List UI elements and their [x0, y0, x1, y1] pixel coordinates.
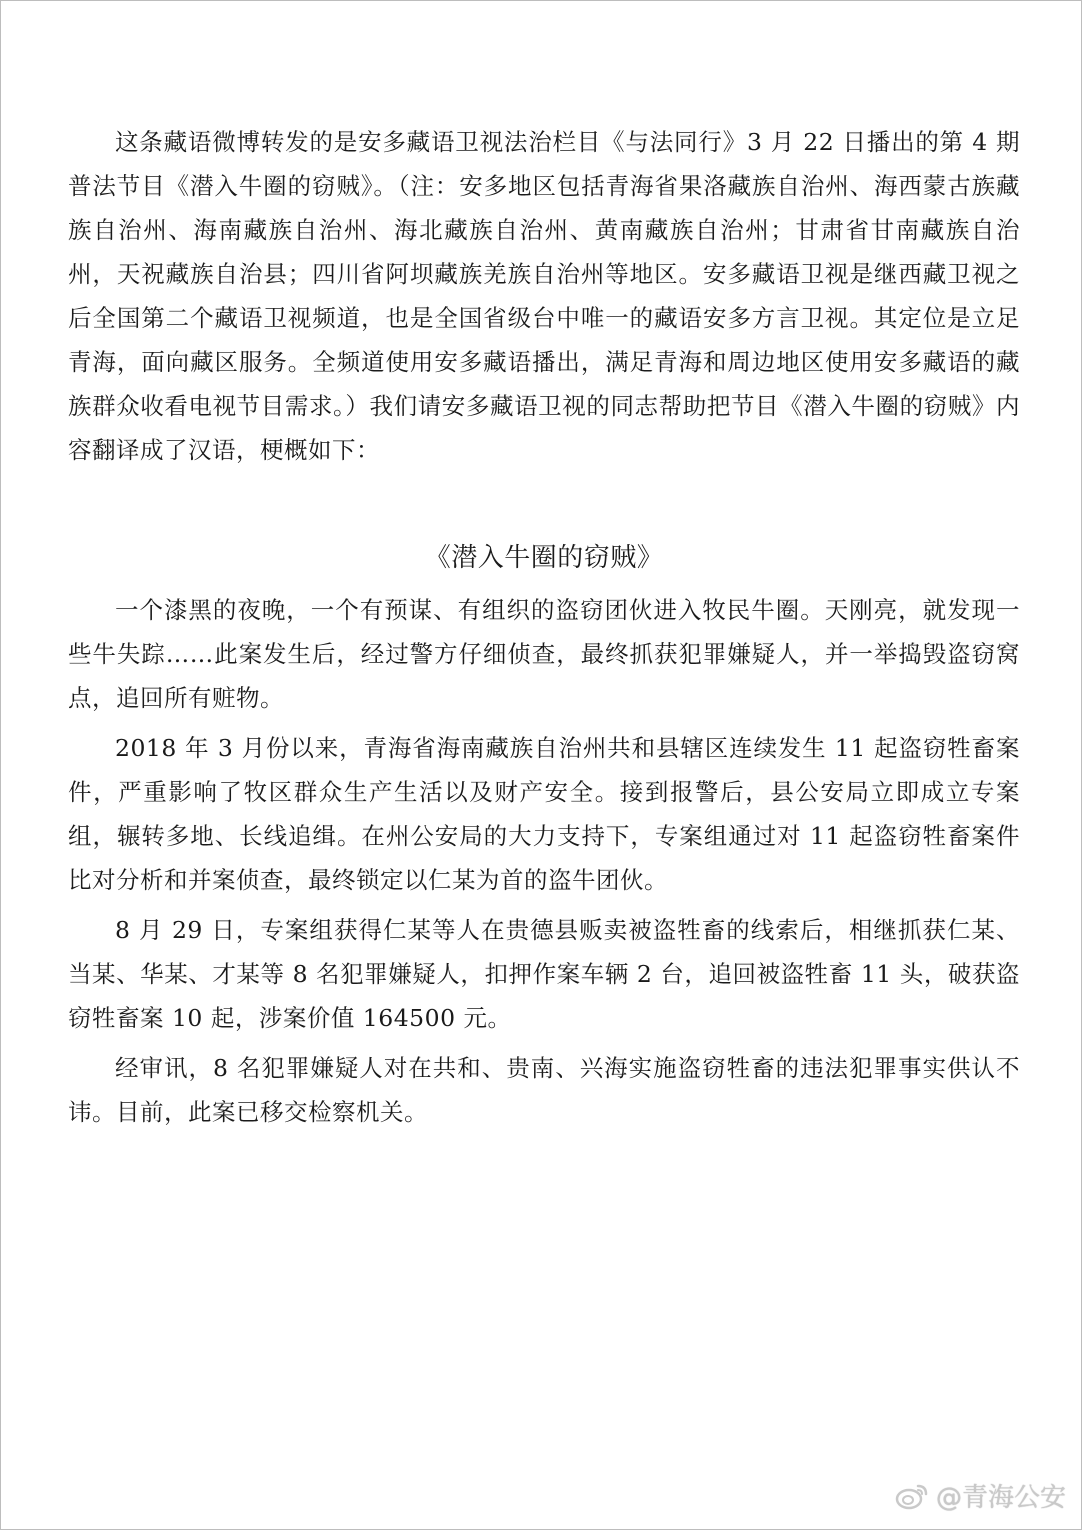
body-paragraph-4: 经审讯，8 名犯罪嫌疑人对在共和、贵南、兴海实施盗窃牲畜的违法犯罪事实供认不讳。目前，此案已移交检察机关。	[68, 1054, 1020, 1126]
document-body	[68, 120, 1020, 1134]
body-paragraph-2: 2018 年 3 月份以来，青海省海南藏族自治州共和县辖区连续发生 11 起盗窃牲畜案件，严重影响了牧区群众生产生活以及财产安全。接到报警后，县公安局立即成立专案组，辗转多地、长线追缉。在州公安局的大力支持下，专案组通过对 11 起盗窃牲畜案件比对分析和并案侦查，最终锁定以仁某为首的盗牛团伙。	[68, 734, 1020, 894]
weibo-watermark	[894, 1477, 1066, 1514]
weibo-logo-icon	[894, 1482, 930, 1510]
watermark-text: @青海公安	[935, 1483, 1066, 1513]
body-paragraph-1: 一个漆黑的夜晚，一个有预谋、有组织的盗窃团伙进入牧民牛圈。天刚亮，就发现一些牛失踪……此案发生后，经过警方仔细侦查，最终抓获犯罪嫌疑人，并一举捣毁盗窃窝点，追回所有赃物。	[68, 596, 1020, 712]
article-title: 《潜入牛圈的窃贼》	[424, 543, 664, 573]
body-paragraph-3: 8 月 29 日，专案组获得仁某等人在贵德县贩卖被盗牲畜的线索后，相继抓获仁某、当某、华某、才某等 8 名犯罪嫌疑人，扣押作案车辆 2 台，追回被盗牲畜 11 头，破获盗窃牲畜案 10 起，涉案价值 164500 元。	[68, 916, 1020, 1032]
intro-paragraph: 这条藏语微博转发的是安多藏语卫视法治栏目《与法同行》3 月 22 日播出的第 4 期普法节目《潜入牛圈的窃贼》。（注：安多地区包括青海省果洛藏族自治州、海西蒙古族藏族自治州、海南藏族自治州、海北藏族自治州、黄南藏族自治州；甘肃省甘南藏族自治州，天祝藏族自治县；四川省阿坝藏族羌族自治州等地区。安多藏语卫视是继西藏卫视之后全国第二个藏语卫视频道，也是全国省级台中唯一的藏语安多方言卫视。其定位是立足青海，面向藏区服务。全频道使用安多藏语播出，满足青海和周边地区使用安多藏语的藏族群众收看电视节目需求。）我们请安多藏语卫视的同志帮助把节目《潜入牛圈的窃贼》内容翻译成了汉语，梗概如下：	[68, 128, 1020, 464]
